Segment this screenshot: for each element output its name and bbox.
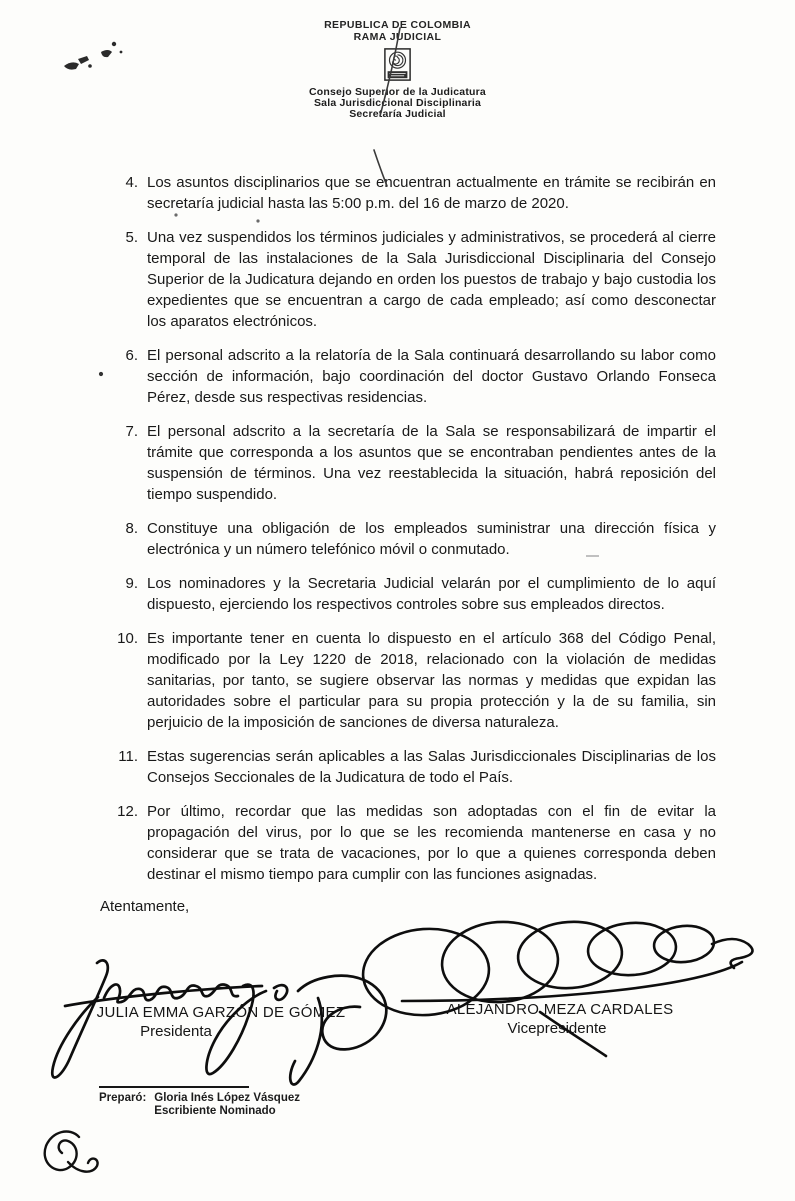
- judicatura-seal-icon: [384, 48, 411, 81]
- list-item-text: Por último, recordar que las medidas son adoptadas con el fin de evitar la propagación del virus, por lo que se les recomienda mantenerse en casa y no considerar que se trata de vacaciones, por lo que a quienes corresponda deben destinar el mismo tiempo para cumplir con las funciones asignadas.: [147, 803, 716, 883]
- footer-rule: [99, 1086, 249, 1088]
- list-item: [104, 801, 716, 885]
- closing-salutation: Atentamente,: [100, 898, 190, 915]
- signer-name-vicepresident: ALEJANDRO MEZA CARDALES: [446, 1001, 674, 1018]
- list-item-number: 8.: [125, 520, 138, 537]
- list-item-number: 12.: [117, 803, 138, 820]
- letterhead-country: REPUBLICA DE COLOMBIA: [324, 19, 471, 31]
- list-item: [104, 628, 716, 733]
- list-item-text: Estas sugerencias serán aplicables a las Salas Jurisdiccionales Disciplinarias de los Consejos Seccionales de la Judicatura de todo el País.: [147, 748, 716, 786]
- pen-doodle-mark: [45, 1131, 98, 1171]
- letterhead-branch: RAMA JUDICIAL: [353, 30, 442, 43]
- list-item-number: 5.: [125, 229, 138, 246]
- list-item-number: 6.: [125, 347, 138, 364]
- list-item-number: 7.: [125, 423, 138, 440]
- list-item-number: 11.: [118, 748, 138, 765]
- letterhead-org-council: Consejo Superior de la Judicatura: [309, 86, 486, 98]
- list-item-number: 4.: [125, 174, 138, 191]
- prepared-by-label: Preparó:: [99, 1092, 147, 1104]
- list-item: [104, 227, 716, 332]
- list-item-text: Es importante tener en cuenta lo dispuesto en el artículo 368 del Código Penal, modificado por la Ley 1220 de 2018, relacionado con la violación de medidas sanitarias, por tanto, se sugiere observar las normas y medidas que expidan las autoridades sobre el particular para su propia protección y la de su familia, sin perjuicio de la imposición de sanciones de diversa naturaleza.: [147, 630, 716, 731]
- signer-title-president: Presidenta: [140, 1023, 212, 1040]
- list-item-text: El personal adscrito a la relatoría de la Sala continuará desarrollando su labor como sección de información, bajo coordinación del doctor Gustavo Orlando Fonseca Pérez, desde sus respectivas residencias.: [147, 347, 716, 406]
- list-item-text: Los nominadores y la Secretaria Judicial velarán por el cumplimiento de lo aquí dispuesto, ejerciendo los respectivos controles sobre sus empleados directos.: [147, 575, 716, 613]
- list-item-number: 10.: [117, 630, 138, 647]
- list-item: [104, 345, 716, 408]
- list-item-text: El personal adscrito a la secretaría de la Sala se responsabilizará de impartir el trámite que corresponda a los asuntos que se encontraban pendientes antes de la suspensión de términos. Una vez reestablecida la situación, habrá reposición del tiempo suspendido.: [147, 423, 716, 503]
- list-item: [104, 518, 716, 560]
- letterhead: [0, 20, 795, 120]
- list-item-text: Una vez suspendidos los términos judiciales y administrativos, se procederá al cierre temporal de las instalaciones de la Sala Jurisdiccional Disciplinaria del Consejo Superior de la Judicatura dejando en orden los puestos de trabajo y bajo custodia los expedientes que se encuentran a cargo de cada empleado; así como desconectar los aparatos electrónicos.: [147, 229, 716, 330]
- prepared-by-role: Escribiente Nominado: [154, 1104, 276, 1117]
- list-item-text: Constituye una obligación de los empleados suministrar una dirección física y electrónica y un número telefónico móvil o conmutado.: [147, 520, 716, 558]
- letterhead-org-chamber: Sala Jurisdiccional Disciplinaria: [313, 97, 482, 109]
- list-item: [104, 172, 716, 214]
- prepared-by-block: [99, 1086, 300, 1117]
- list-item: [104, 746, 716, 788]
- signer-title-vicepresident: Vicepresidente: [507, 1020, 607, 1037]
- list-item: [104, 573, 716, 615]
- letterhead-org-secretariat: Secretaría Judicial: [349, 108, 446, 120]
- numbered-paragraph-list: [104, 172, 716, 898]
- prepared-by-name: Gloria Inés López Vásquez: [154, 1092, 301, 1104]
- list-item: [104, 421, 716, 505]
- list-item-number: 9.: [125, 575, 138, 592]
- signer-name-president: JULIA EMMA GARZÓN DE GÓMEZ: [96, 1004, 346, 1021]
- list-item-text: Los asuntos disciplinarios que se encuentran actualmente en trámite se recibirán en secretaría judicial hasta las 5:00 p.m. del 16 de marzo de 2020.: [147, 174, 716, 212]
